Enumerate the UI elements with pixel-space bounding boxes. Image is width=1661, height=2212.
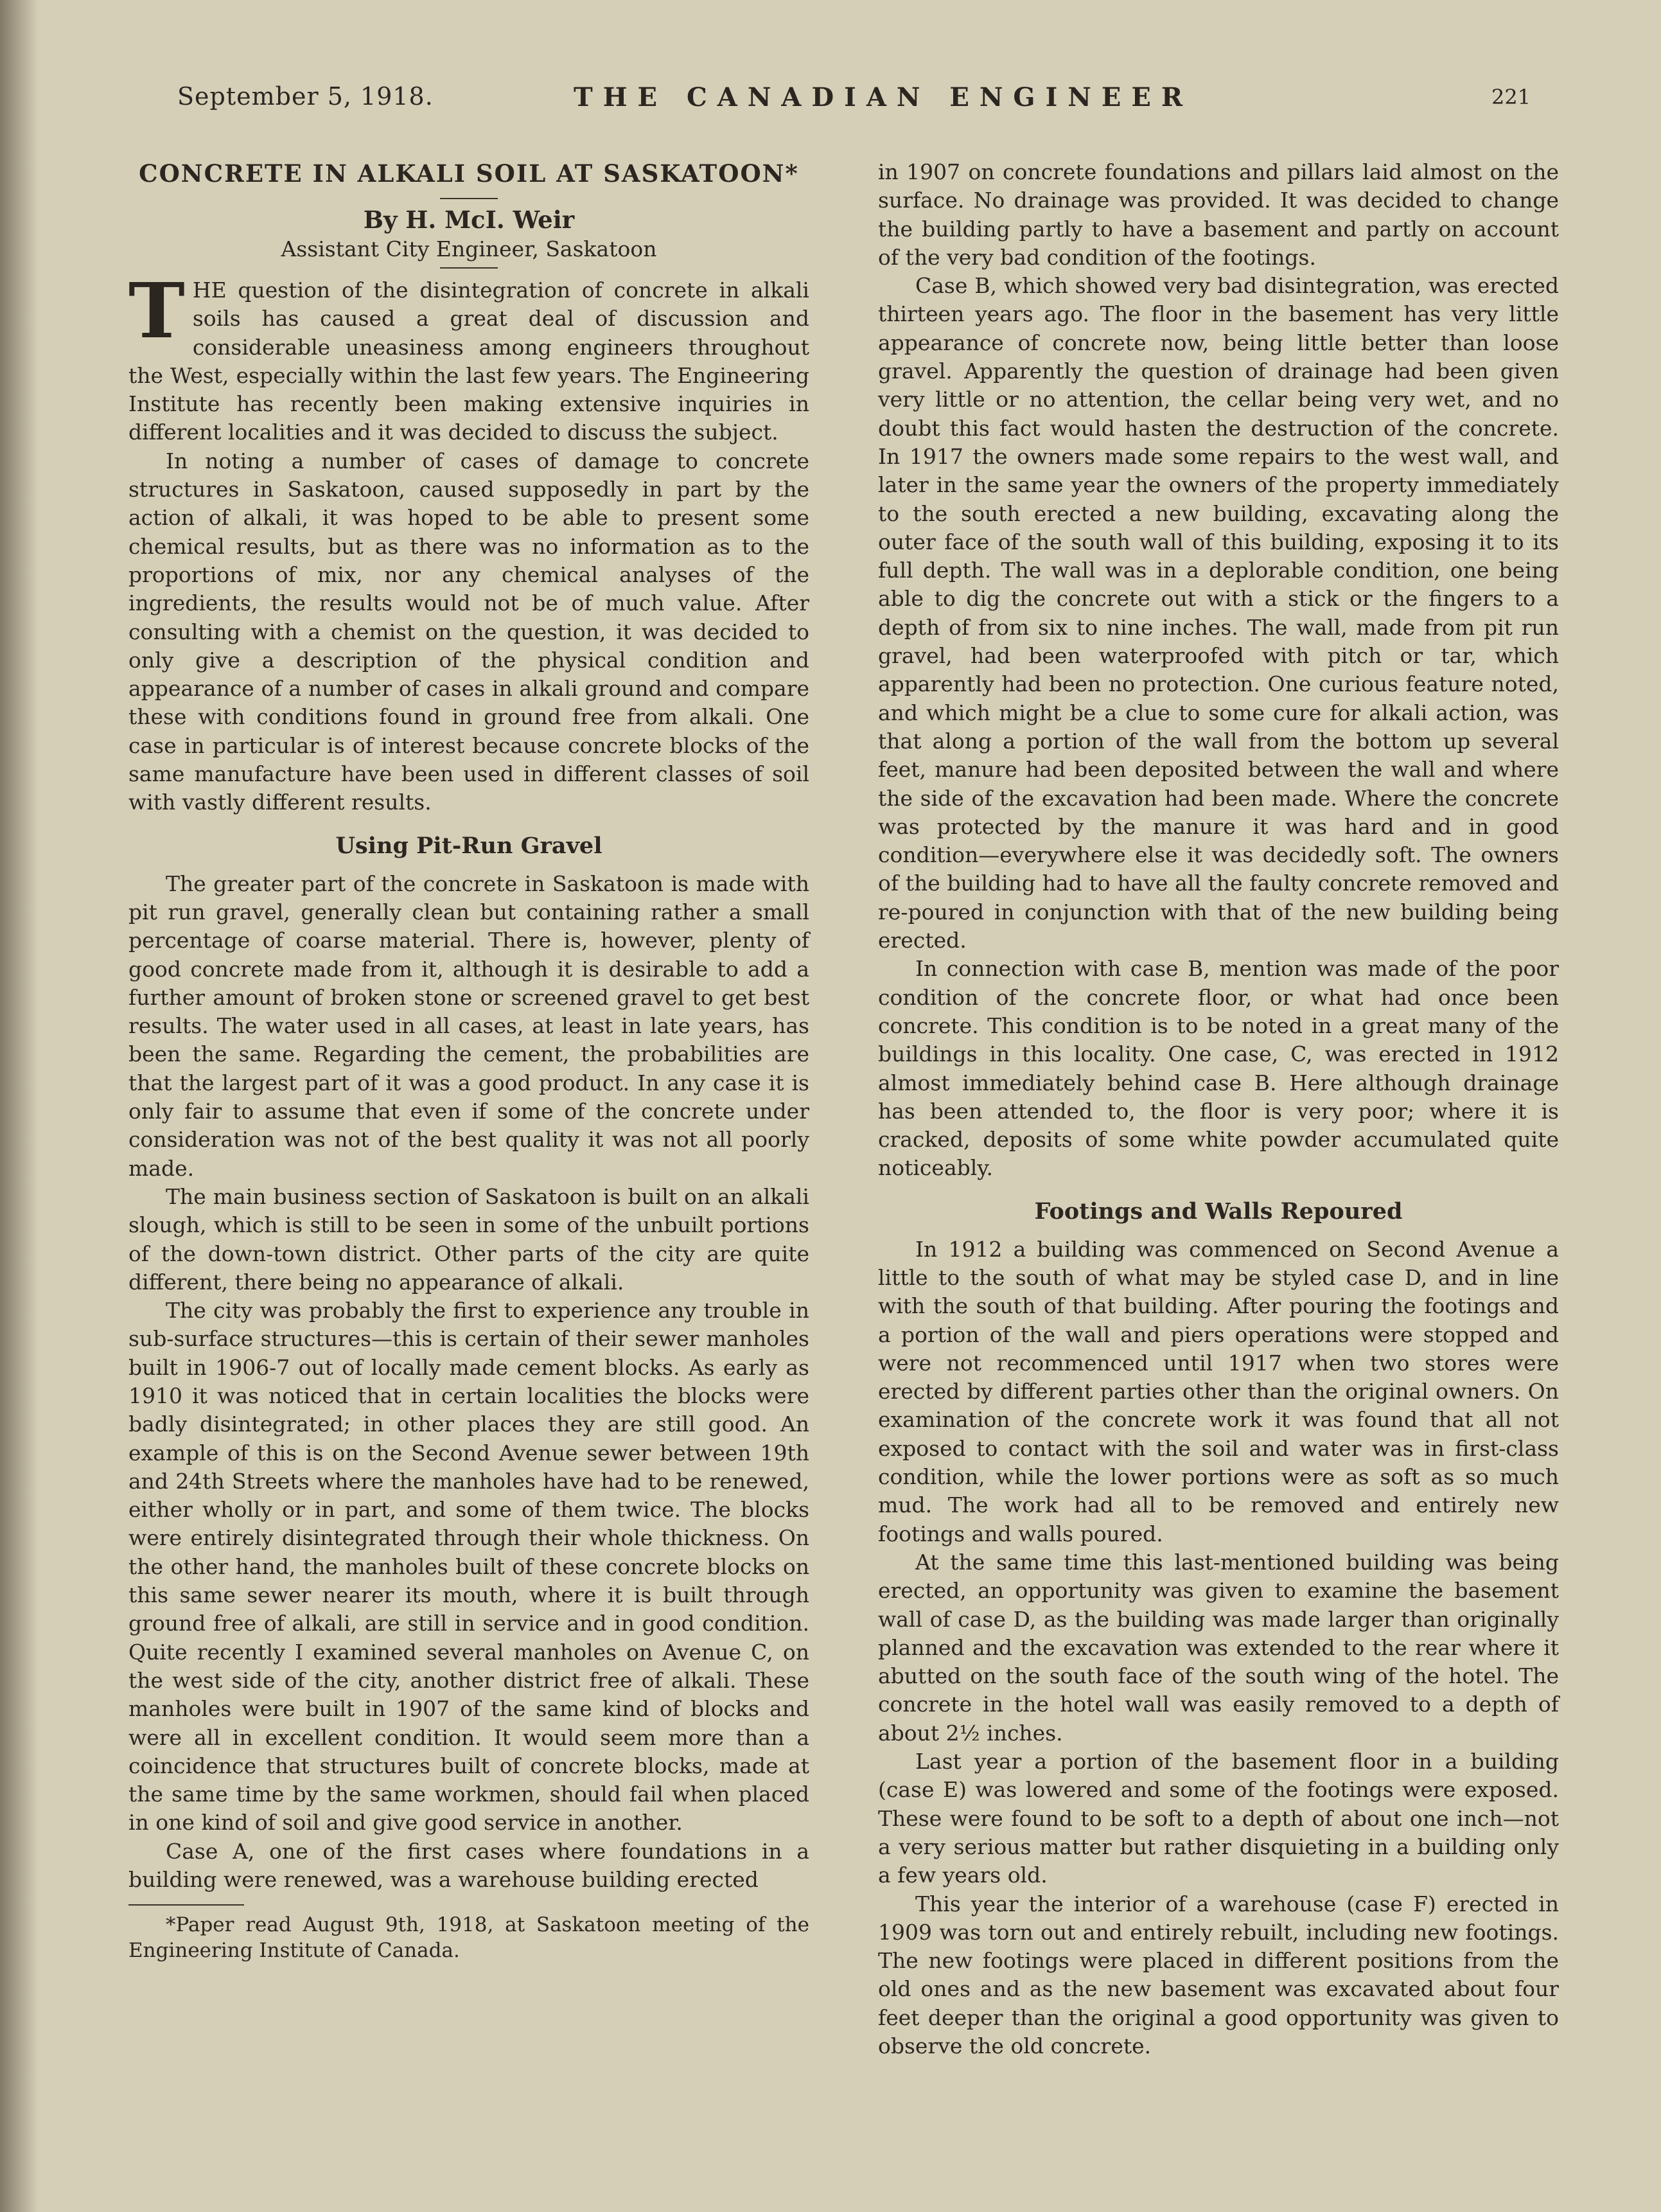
- page-header: [0, 82, 1661, 121]
- byline: By H. McI. Weir: [363, 206, 575, 234]
- left-column: [128, 158, 809, 1963]
- author-affiliation: Assistant City Engineer, Saskatoon: [281, 236, 657, 261]
- page-number: 221: [1491, 85, 1531, 109]
- paragraph: Case A, one of the first cases where foundations in a building were renewed, was a warehouse building erected: [128, 1838, 809, 1893]
- page-gutter-shadow: [0, 0, 39, 2212]
- journal-title: THE CANADIAN ENGINEER: [574, 82, 1193, 112]
- byline-rule: [440, 267, 498, 269]
- footnote-rule: [128, 1904, 244, 1906]
- right-column: [878, 158, 1559, 2060]
- paragraph: This year the interior of a warehouse (case F) erected in 1909 was torn out and entirely rebuilt, including new footings. The new footings were placed in different positions from the old ones and as the new basement was excavated about four feet deeper than the original a good opportunity was given to observe the old concrete.: [878, 1891, 1559, 2058]
- paragraph: In noting a number of cases of damage to concrete structures in Saskatoon, caused supposedly in part by the action of alkali, it was hoped to be able to present some chemical results, but as there was no information as to the proportions of mix, nor any chemical analyses of the ingredients, the results would not be of much value. After consulting with a chemist on the question, it was decided to only give a description of the physical condition and appearance of a number of cases in alkali ground and compare these with conditions found in ground free from alkali. One case in particular is of interest because concrete blocks of the same manufacture have been used in different classes of soil with vastly different results.: [128, 448, 809, 815]
- paragraph: At the same time this last-mentioned building was being erected, an opportunity was given to examine the basement wall of case D, as the building was made larger than originally planned and the excavation was extended to the rear where it abutted on the south face of the south wing of the hotel. The concrete in the hotel wall was easily removed to a depth of about 2½ inches.: [878, 1549, 1559, 1746]
- article-title: CONCRETE IN ALKALI SOIL AT SASKATOON*: [139, 159, 799, 188]
- footnote: *Paper read August 9th, 1918, at Saskatoon meeting of the Engineering Institute of Canada.: [128, 1913, 809, 1963]
- paragraph: In 1912 a building was commenced on Second Avenue a little to the south of what may be styled case D, and in line with the south of that building. After pouring the footings and a portion of the wall and piers operations were stopped and were not recommenced until 1917 when two stores were erected by different parties other than the original owners. On examination of the concrete work it was found that all not exposed to contact with the soil and water was in first-class condition, while the lower portions were as soft as so much mud. The work had all to be removed and entirely new footings and walls poured.: [878, 1236, 1559, 1546]
- paragraph: The city was probably the first to experience any trouble in sub-surface structures—this is certain of their sewer manholes built in 1906-7 out of locally made cement blocks. As early as 1910 it was noticed that in certain localities the blocks were badly disintegrated; in other places they are still good. An example of this is on the Second Avenue sewer between 19th and 24th Streets where the manholes have had to be renewed, either wholly or in part, and some of them twice. The blocks were entirely disintegrated through their whole thickness. On the other hand, the manholes built of these concrete blocks on this same sewer nearer its mouth, where it is built through ground free of alkali, are still in service and in good condition. Quite recently I examined several manholes on Avenue C, on the west side of the city, another district free of alkali. These manholes were built in 1907 of the same kind of blocks and were all in excellent condition. It would seem more than a coincidence that structures built of concrete blocks, made at the same time by the same workmen, should fail when placed in one kind of soil and give good service in another.: [128, 1298, 809, 1836]
- paragraph: Case B, which showed very bad disintegration, was erected thirteen years ago. The floor in the basement has very little appearance of concrete now, being little better than loose gravel. Apparently the question of drainage had been given very little or no attention, the cellar being very wet, and no doubt this fact would hasten the destruction of the concrete. In 1917 the owners made some repairs to the west wall, and later in the same year the owners of the property immediately to the south erected a new building, excavating along the outer face of the south wall of this building, exposing it to its full depth. The wall was in a deplorable condition, one being able to dig the concrete out with a stick or the fingers to a depth of from six to nine inches. The wall, made from pit run gravel, had been waterproofed with pitch or tar, which apparently had been no protection. One curious feature noted, and which might be a clue to some cure for alkali action, was that along a portion of the wall from the bottom up several feet, manure had been deposited between the wall and where the side of the excavation had been made. Where the concrete was protected by the manure it was hard and in good condition—everywhere else it was decidedly soft. The owners of the building had to have all the faulty concrete removed and re-poured in conjunction with that of the new building being erected.: [878, 273, 1559, 953]
- title-rule: [440, 198, 498, 199]
- paragraph: The greater part of the concrete in Saskatoon is made with pit run gravel, generally clean but containing rather a small percentage of coarse material. There is, however, plenty of good concrete made from it, although it is desirable to add a further amount of broken stone or screened gravel to get best results. The water used in all cases, at least in late years, has been the same. Regarding the cement, the probabilities are that the largest part of it was a good product. In any case it is only fair to assume that even if some of the concrete under consideration was not of the best quality it was not all poorly made.: [128, 871, 809, 1181]
- section-heading-footings: Footings and Walls Repoured: [1034, 1198, 1403, 1225]
- paragraph: Last year a portion of the basement floor in a building (case E) was lowered and some of the footings were exposed. These were found to be soft to a depth of about one inch—not a very serious matter but rather disquieting in a building only a few years old.: [878, 1749, 1559, 1888]
- header-date: September 5, 1918.: [177, 82, 434, 111]
- paragraph: in 1907 on concrete foundations and pillars laid almost on the surface. No drainage was provided. It was decided to change the building partly to have a basement and partly on account of the very bad condition of the footings.: [878, 159, 1559, 270]
- intro-paragraph: [128, 266, 809, 447]
- paragraph: In connection with case B, mention was made of the poor condition of the concrete floor, or what had once been concrete. This condition is to be noted in a great many of the buildings in this locality. One case, C, was erected in 1912 almost immediately behind case B. Here although drainage has been attended to, the floor is very poor; where it is cracked, deposits of some white powder accumulated quite noticeably.: [878, 956, 1559, 1181]
- paragraph: The main business section of Saskatoon is built on an alkali slough, which is still to be seen in some of the unbuilt portions of the down-town district. Other parts of the city are quite different, there being no appearance of alkali.: [128, 1183, 809, 1295]
- section-heading-pit-run: Using Pit-Run Gravel: [335, 832, 602, 859]
- intro-text: HE question of the disintegration of concrete in alkali soils has caused a great deal of discussion and considerable uneasiness among engineers throughout the West, especially within the last few years. The Engineering Institute has recently been making extensive inquiries in different localities and it was decided to discuss the subject.: [128, 278, 809, 445]
- drop-cap: T: [128, 266, 185, 355]
